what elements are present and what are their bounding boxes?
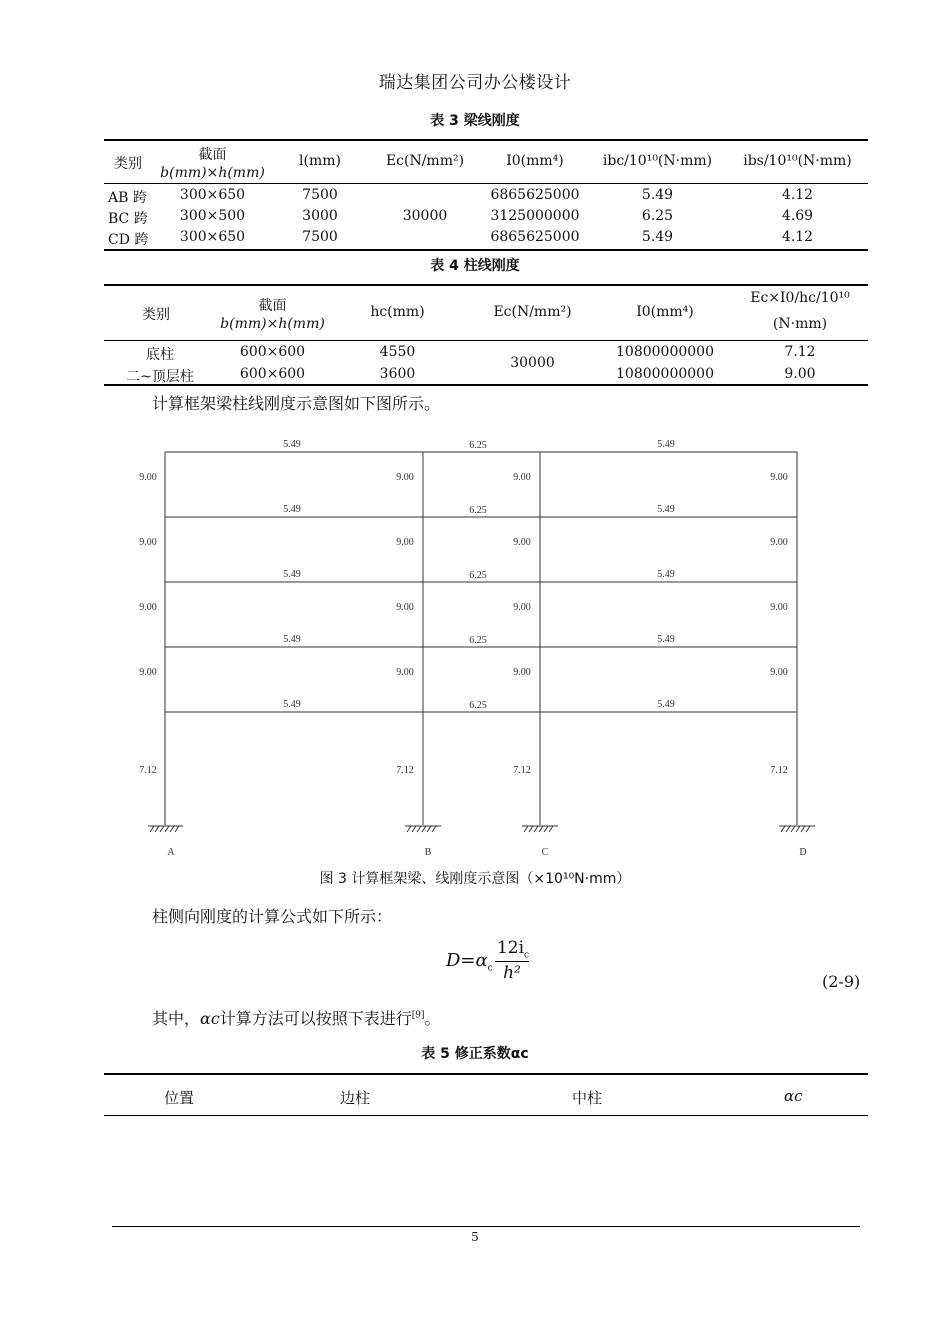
table4-head-rule	[104, 340, 868, 341]
table3-cell-ec: 30000	[402, 208, 448, 224]
beam-label: 5.49	[657, 504, 675, 515]
table3-cell-type: BC 跨	[108, 211, 148, 227]
beam-label: 5.49	[657, 634, 675, 645]
footer-rule	[112, 1226, 860, 1227]
axis-label-b: B	[424, 847, 432, 858]
table3-header-ec: Ec(N/mm²)	[385, 153, 465, 169]
beam-label: 6.25	[469, 570, 487, 581]
column-label: 9.00	[139, 602, 157, 613]
table4-top-rule	[104, 284, 868, 286]
beam-label: 6.25	[469, 635, 487, 646]
table4-header-section-bottom: b(mm)×h(mm)	[220, 316, 325, 332]
column-label: 9.00	[513, 537, 531, 548]
column-label: 9.00	[513, 602, 531, 613]
table3-cell-section: 300×650	[179, 229, 246, 245]
table3-header-i0: I0(mm⁴)	[506, 153, 564, 169]
frame-diagram	[0, 420, 950, 860]
column-label: 9.00	[513, 472, 531, 483]
fixed-support-icon	[779, 826, 815, 832]
beam-label: 6.25	[469, 440, 487, 451]
table4-bottom-rule	[104, 384, 868, 386]
table3-header-section-top: 截面	[198, 147, 227, 163]
formula-lhs	[446, 950, 493, 974]
column-label: 9.00	[139, 667, 157, 678]
para3-before: 其中，	[152, 1009, 201, 1028]
table3-caption: 表 3 梁线刚度	[430, 113, 520, 129]
fixed-support-icon	[148, 826, 183, 832]
axis-label-d: D	[799, 847, 807, 858]
table4-cell-type: 底柱	[146, 347, 174, 363]
table4-cell-hc: 4550	[379, 344, 416, 360]
beam-label: 5.49	[657, 439, 675, 450]
table3-cell-ibc: 5.49	[641, 229, 674, 245]
table4-cell-ec: 30000	[510, 355, 555, 371]
table3-header-type: 类别	[114, 156, 142, 172]
table4-cell-section: 600×600	[239, 366, 306, 382]
para3-ref: [9]	[411, 1010, 425, 1021]
table4-header-i0: I0(mm⁴)	[636, 304, 694, 320]
formula-num: 12i	[496, 938, 525, 958]
table4-header-type: 类别	[142, 307, 170, 323]
formula-d: D=	[446, 950, 476, 971]
formula-denominator: h²	[503, 963, 521, 983]
column-label: 9.00	[513, 667, 531, 678]
table3-cell-i0: 6865625000	[490, 187, 580, 203]
table4-cell-i0: 10800000000	[616, 344, 714, 360]
formula-number: (2-9)	[822, 972, 861, 991]
table3-cell-ibc: 6.25	[641, 208, 674, 224]
table3-cell-l: 7500	[302, 187, 338, 203]
table4-header-hc: hc(mm)	[370, 304, 425, 320]
formula-alpha: α	[475, 950, 488, 971]
table3-top-rule	[104, 139, 868, 141]
table3-cell-type: CD 跨	[108, 232, 149, 248]
fixed-support-icon	[522, 826, 558, 832]
table4-cell-type: 二~顶层柱	[126, 369, 194, 385]
table4-caption: 表 4 柱线刚度	[430, 258, 520, 274]
beam-label: 6.25	[469, 505, 487, 516]
table4-header-stiff-bottom: (N·mm)	[772, 316, 828, 332]
table3-cell-ibs: 4.12	[781, 229, 814, 245]
beam-label: 5.49	[283, 699, 301, 710]
table3-cell-ibs: 4.12	[781, 187, 814, 203]
table4-header-ec: Ec(N/mm²)	[493, 304, 572, 320]
table3-cell-ibc: 5.49	[641, 187, 674, 203]
beam-label: 5.49	[657, 569, 675, 580]
formula-numerator	[495, 938, 531, 960]
axis-label-c: C	[541, 847, 549, 858]
table4-cell-stiff: 7.12	[784, 344, 816, 360]
table4-header-section-top: 截面	[258, 298, 287, 314]
table3-cell-type: AB 跨	[108, 190, 147, 206]
column-label: 7.12	[770, 765, 788, 776]
table5-top-rule	[104, 1073, 868, 1075]
table3-cell-l: 7500	[302, 229, 338, 245]
beam-label: 5.49	[283, 569, 301, 580]
table5-header-pos: 位置	[164, 1089, 195, 1107]
table3-header-l: l(mm)	[299, 153, 341, 169]
fixed-support-icon	[405, 826, 441, 832]
table4-cell-hc: 3600	[379, 366, 416, 382]
column-label: 9.00	[770, 667, 788, 678]
table4-cell-i0: 10800000000	[616, 366, 714, 382]
table5-header-side: 边柱	[340, 1089, 371, 1107]
table5-header-mid: 中柱	[572, 1089, 603, 1107]
column-label: 9.00	[396, 602, 414, 613]
paragraph-alpha-method	[152, 1006, 441, 1029]
table3-header-section-bottom: b(mm)×h(mm)	[160, 165, 265, 181]
table5-head-rule	[104, 1115, 868, 1116]
table3-cell-l: 3000	[302, 208, 338, 224]
column-label: 9.00	[139, 537, 157, 548]
formula-alpha-sub: c	[487, 963, 493, 974]
column-label: 9.00	[770, 602, 788, 613]
fixed-supports	[148, 826, 815, 832]
para3-after: 计算方法可以按照下表进行	[219, 1009, 412, 1028]
column-label: 9.00	[396, 537, 414, 548]
table4-cell-stiff: 9.00	[784, 366, 816, 382]
column-label: 9.00	[396, 667, 414, 678]
column-label: 9.00	[139, 472, 157, 483]
formula-fraction-bar	[495, 961, 529, 962]
column-label: 7.12	[396, 765, 414, 776]
table3-cell-i0: 6865625000	[490, 229, 580, 245]
column-label: 9.00	[396, 472, 414, 483]
para3-end: 。	[424, 1009, 441, 1028]
table5-header-alpha: αc	[784, 1087, 803, 1105]
table3-header-ibc: ibc/10¹⁰(N·mm)	[602, 153, 713, 169]
page-number: 5	[471, 1230, 479, 1244]
formula-num-sub: c	[524, 950, 530, 961]
table3-cell-i0: 3125000000	[490, 208, 580, 224]
page-header-title: 瑞达集团公司办公楼设计	[378, 73, 572, 93]
table3-cell-section: 300×500	[179, 208, 246, 224]
table3-header-ibs: ibs/10¹⁰(N·mm)	[743, 153, 852, 169]
para3-alpha: αc	[200, 1009, 220, 1028]
column-label: 7.12	[513, 765, 531, 776]
beam-label: 5.49	[283, 439, 301, 450]
figure-caption: 图 3 计算框架梁、线刚度示意图（×10¹⁰N·mm）	[319, 871, 631, 887]
beam-label: 5.49	[657, 699, 675, 710]
table3-cell-section: 300×650	[179, 187, 246, 203]
table3-bottom-rule	[104, 249, 868, 251]
paragraph-formula-intro: 柱侧向刚度的计算公式如下所示：	[152, 907, 393, 926]
beam-label: 5.49	[283, 504, 301, 515]
axis-label-a: A	[167, 847, 175, 858]
beam-label: 6.25	[469, 700, 487, 711]
table4-header-stiff-top: Ec×I0/hc/10¹⁰	[750, 290, 850, 306]
table3-head-rule	[104, 183, 868, 184]
column-label: 9.00	[770, 537, 788, 548]
paragraph-frame-intro: 计算框架梁柱线刚度示意图如下图所示。	[152, 394, 441, 413]
table5-caption: 表 5 修正系数αc	[421, 1046, 529, 1062]
table4-cell-section: 600×600	[239, 344, 306, 360]
beam-label: 5.49	[283, 634, 301, 645]
table3-cell-ibs: 4.69	[781, 208, 814, 224]
column-label: 9.00	[770, 472, 788, 483]
column-label: 7.12	[139, 765, 157, 776]
